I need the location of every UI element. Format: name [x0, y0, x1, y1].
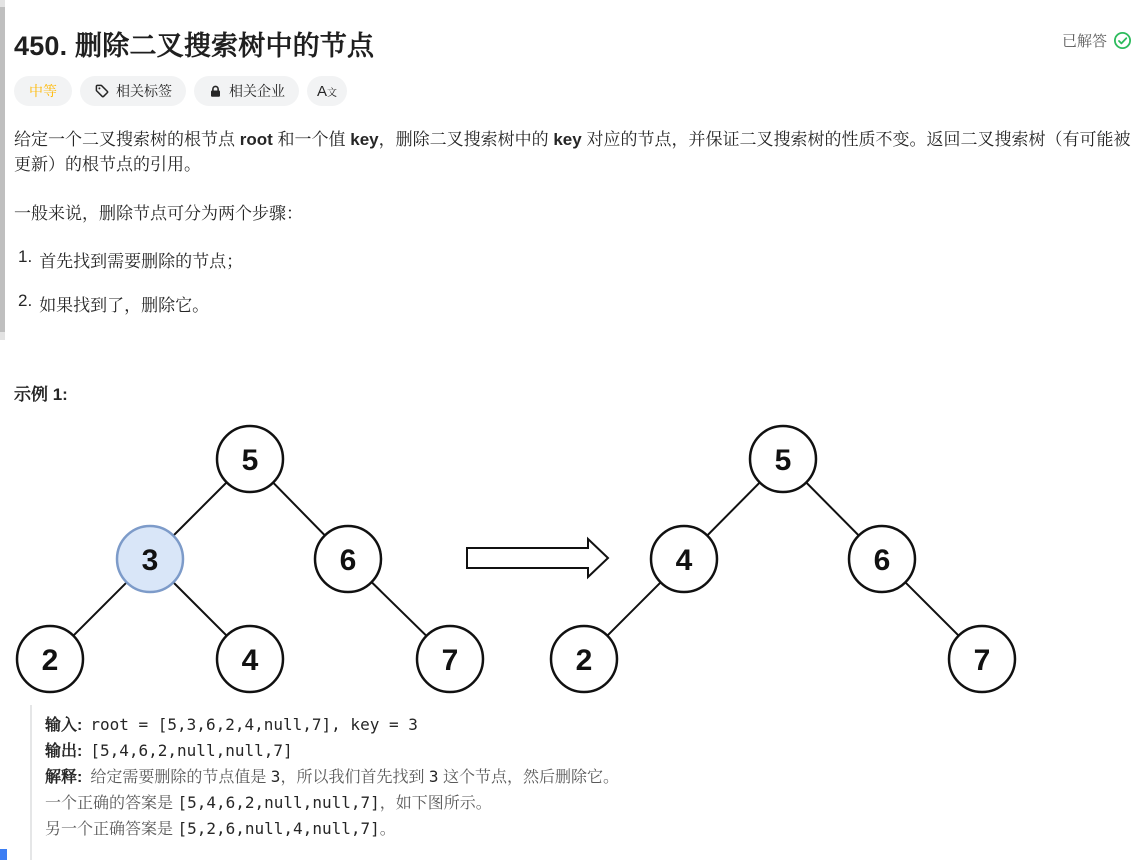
- input-value: root = [5,3,6,2,4,null,7], key = 3: [90, 715, 418, 734]
- before-tree-node-7: [417, 626, 483, 692]
- step-number: 2.: [18, 291, 33, 310]
- step-text: 如果找到了，删除它。: [39, 296, 210, 315]
- after-tree-node-7: [949, 626, 1015, 692]
- example-explanation-line: 解释: 给定需要删除的节点值是 3，所以我们首先找到 3 这个节点，然后删除它。: [45, 767, 619, 786]
- difficulty-badge[interactable]: [14, 76, 72, 106]
- after-tree-node-4: [651, 526, 717, 592]
- check-circle-icon: [1113, 31, 1132, 50]
- code-term-key: key: [350, 130, 379, 149]
- svg-text:2: 2: [41, 644, 59, 677]
- translate-icon: A文: [317, 82, 338, 100]
- svg-text:3: 3: [141, 544, 159, 577]
- input-label: 输入:: [45, 717, 83, 734]
- description-paragraph-2: 一般来说，删除节点可分为两个步骤：: [14, 204, 303, 223]
- badge-row: [14, 76, 347, 106]
- page-title: 450. 删除二叉搜索树中的节点: [14, 31, 375, 61]
- code-term-root: root: [239, 130, 273, 149]
- scrollbar-thumb[interactable]: [0, 7, 5, 332]
- tags-label: 相关标签: [116, 83, 172, 99]
- translate-badge[interactable]: [307, 76, 347, 106]
- output-label: 输出:: [45, 743, 83, 760]
- solved-badge[interactable]: [1062, 30, 1132, 51]
- lock-icon: [208, 84, 223, 99]
- code-term-key2: key: [553, 130, 582, 149]
- after-tree-node-5: [750, 426, 816, 492]
- example-heading: 示例 1:: [14, 385, 68, 404]
- svg-text:6: 6: [873, 544, 891, 577]
- example-block: [30, 705, 1030, 860]
- example-output-line: [45, 738, 1030, 764]
- after-tree-node-2: [551, 626, 617, 692]
- example-answer-line-1: 一个正确的答案是 [5,4,6,2,null,null,7]，如下图所示。: [45, 793, 492, 812]
- scrollbar-track[interactable]: [0, 0, 5, 340]
- before-tree-node-4: [217, 626, 283, 692]
- svg-text:2: 2: [575, 644, 593, 677]
- svg-text:7: 7: [973, 644, 991, 677]
- explain-label: 解释:: [45, 769, 83, 786]
- after-tree-node-6: [849, 526, 915, 592]
- tag-icon: [94, 83, 110, 99]
- before-tree-node-5: [217, 426, 283, 492]
- solved-label: 已解答: [1061, 33, 1107, 50]
- tags-badge[interactable]: [80, 76, 186, 106]
- before-tree-node-6: [315, 526, 381, 592]
- scrollbar-bottom-artifact: [0, 849, 7, 860]
- svg-text:4: 4: [675, 544, 693, 577]
- step-text: 首先找到需要删除的节点；: [39, 252, 244, 271]
- example-input-line: [45, 712, 1030, 738]
- difficulty-label: 中等: [29, 83, 57, 99]
- step-number: 1.: [18, 247, 33, 266]
- step-item-1: [18, 247, 243, 272]
- description-paragraph-1: 给定一个二叉搜索树的根节点 root 和一个值 key，删除二叉搜索树中的 key 对应的节点，并保证二叉搜索树的性质不变。返回二叉搜索树（有可能被更新）的根节点的引用。: [14, 130, 1131, 174]
- transform-arrow-icon: [467, 539, 608, 577]
- before-tree-node-3-highlighted: [117, 526, 183, 592]
- companies-label: 相关企业: [229, 83, 285, 99]
- svg-text:5: 5: [774, 444, 792, 477]
- svg-text:7: 7: [441, 644, 459, 677]
- tree-diagram: [0, 420, 1148, 710]
- svg-text:5: 5: [241, 444, 259, 477]
- companies-badge[interactable]: [194, 76, 299, 106]
- svg-text:4: 4: [241, 644, 259, 677]
- output-value: [5,4,6,2,null,null,7]: [90, 741, 293, 760]
- step-item-2: [18, 291, 209, 316]
- before-tree-node-2: [17, 626, 83, 692]
- svg-text:6: 6: [339, 544, 357, 577]
- example-answer-line-2: 另一个正确答案是 [5,2,6,null,4,null,7]。: [45, 819, 396, 838]
